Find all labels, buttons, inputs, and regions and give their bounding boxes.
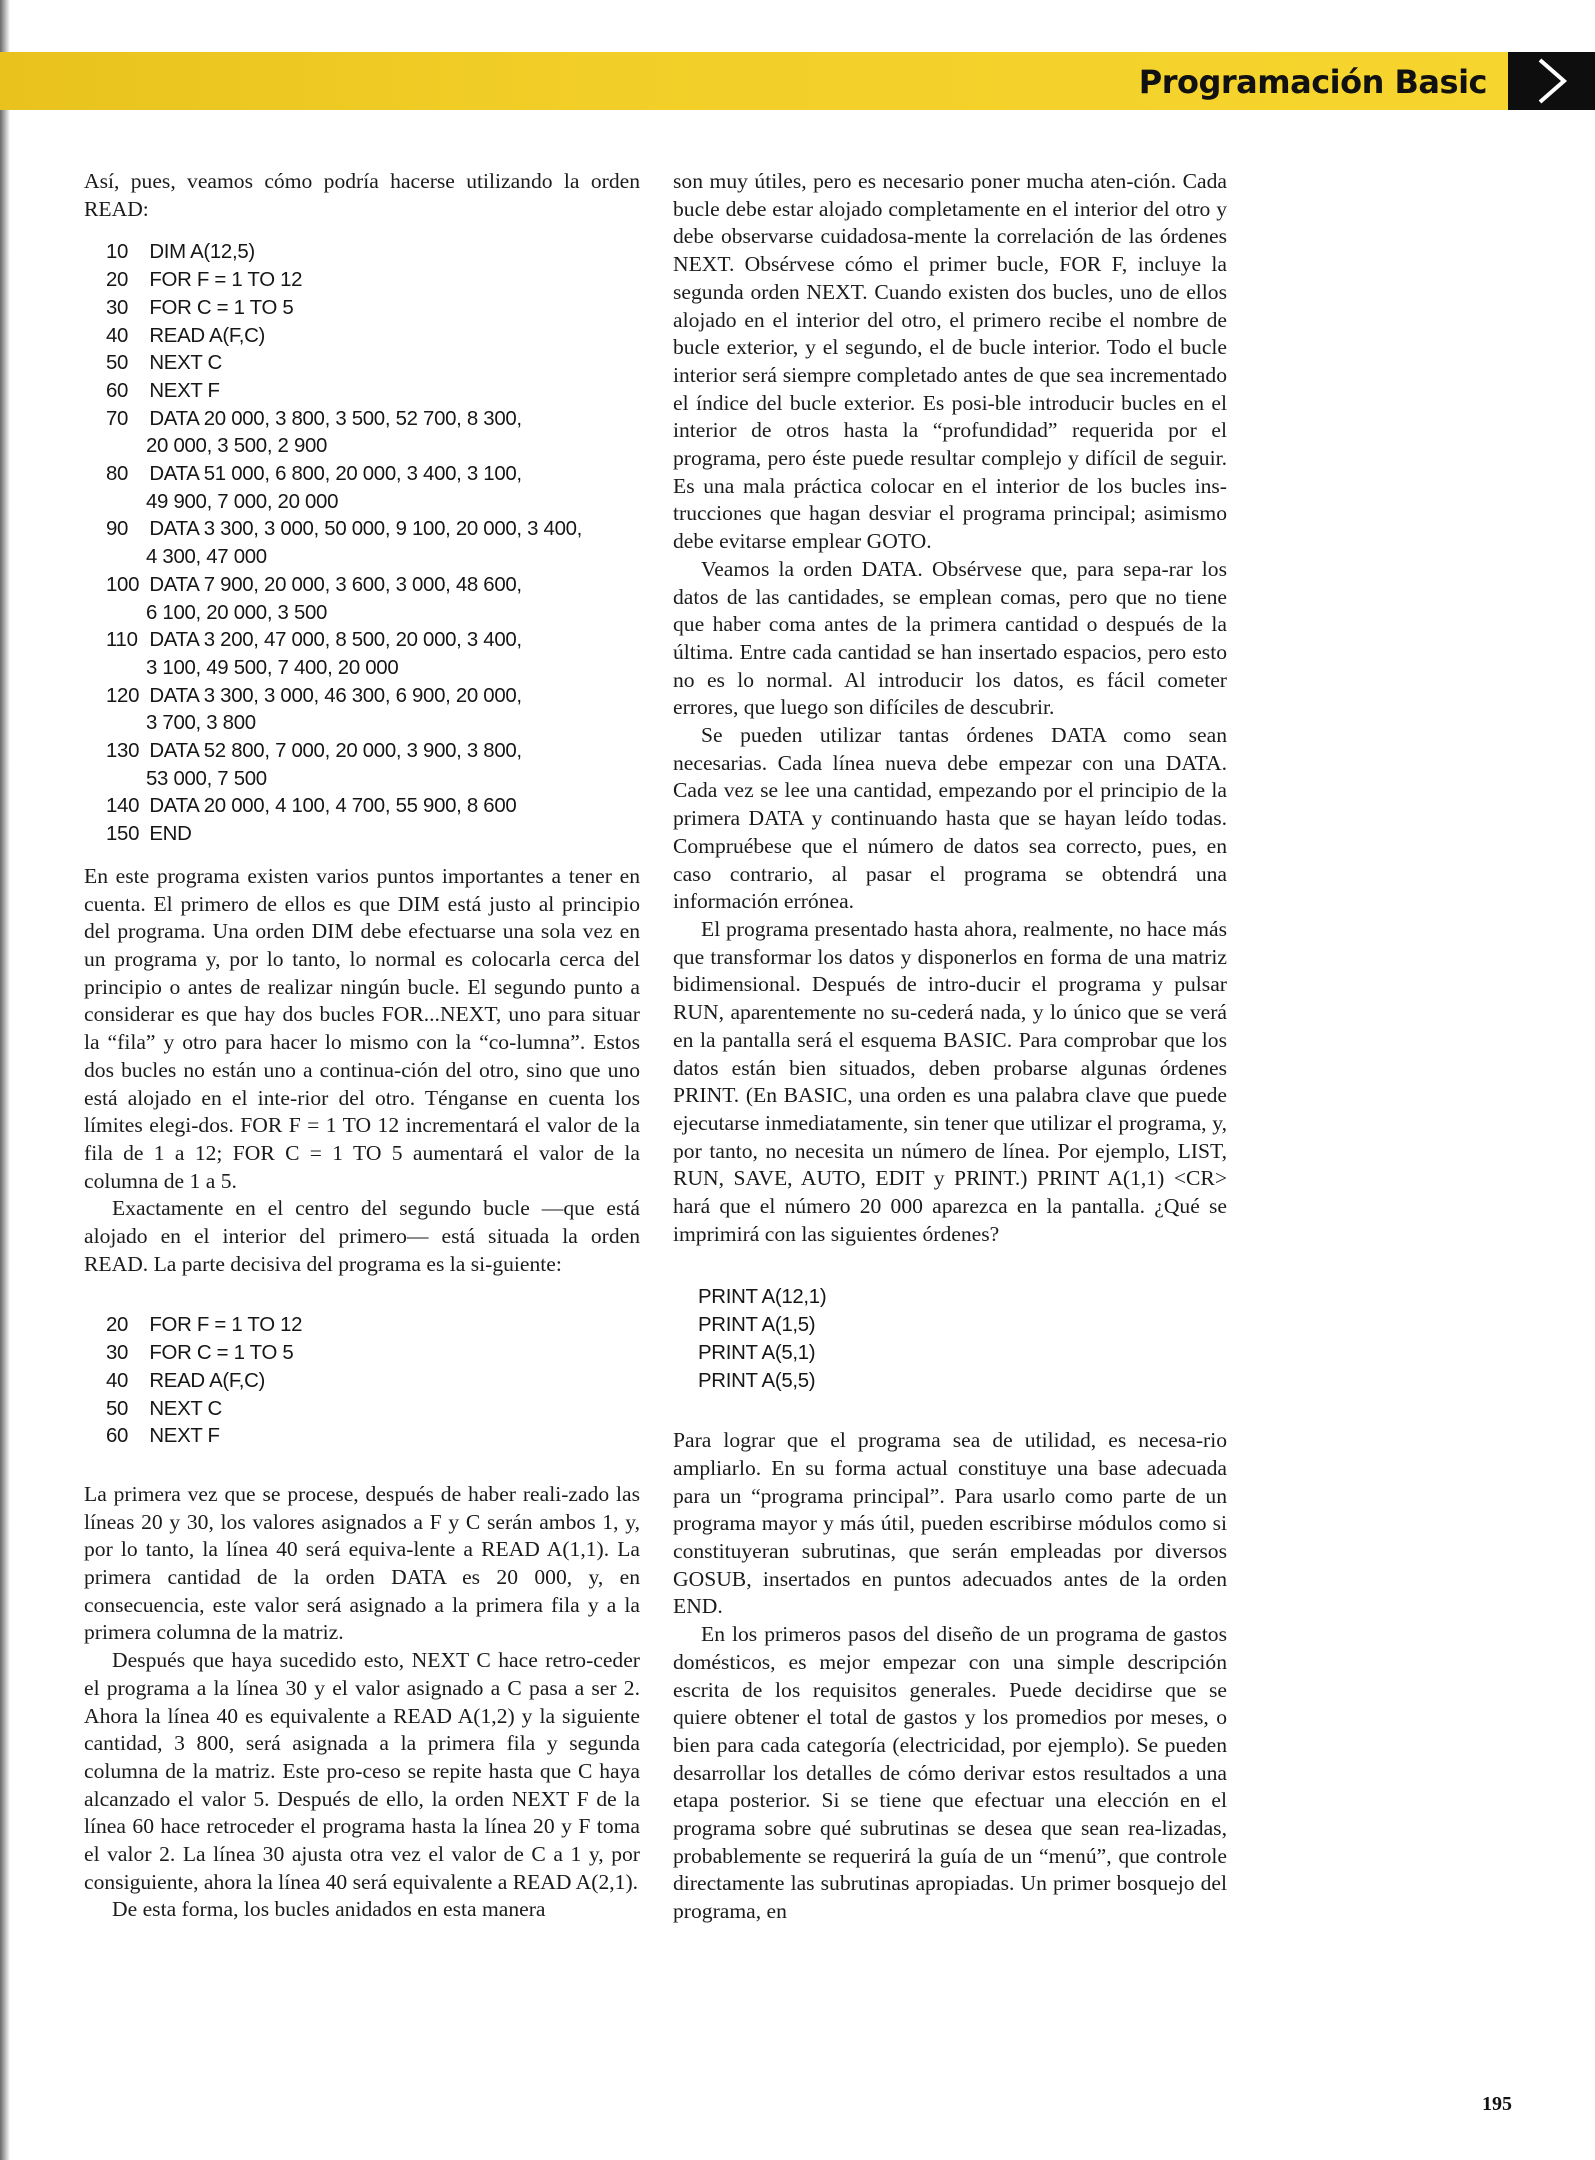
section-title: Programación Basic bbox=[1138, 63, 1487, 101]
code-line bbox=[106, 572, 640, 600]
code-text: DATA 51 000, 6 800, 20 000, 3 400, 3 100, bbox=[149, 463, 522, 486]
line-number: 40 bbox=[106, 324, 129, 347]
code-line bbox=[106, 627, 640, 655]
print-command: PRINT A(5,1) bbox=[698, 1341, 816, 1364]
code-text: END bbox=[149, 823, 192, 846]
intro-paragraph: Así, pues, veamos cómo podría hacerse utilizando la orden READ: bbox=[84, 169, 640, 221]
code-line bbox=[106, 461, 640, 489]
code-line bbox=[106, 683, 640, 711]
code-text: DATA 3 300, 3 000, 46 300, 6 900, 20 000, bbox=[149, 684, 522, 707]
line-number: 90 bbox=[106, 518, 129, 541]
nested-loop-listing bbox=[106, 1312, 640, 1451]
code-text: FOR C = 1 TO 5 bbox=[149, 1342, 294, 1365]
paragraph: De esta forma, los bucles anidados en esta manera bbox=[112, 1897, 546, 1922]
paragraph: La primera vez que se procese, después de haber reali-zado las líneas 20 y 30, los valores asignados a F y C serán ambos 1, y, por lo tanto, la línea 40 será equiva-lente a READ A(1,1). La primera cantidad de la orden DATA es 20 000, y, en consecuencia, este valor será asignado a la primera fila y a la primera columna de la matriz. bbox=[84, 1481, 640, 1645]
code-line bbox=[106, 1312, 640, 1340]
paragraph: En los primeros pasos del diseño de un programa de gastos domésticos, es mejor empezar con una simple descripción escrita de los requisitos generales. Puede decidirse que se quiere obtener el total de gastos y los promedios por meses, o bien para cada categoría (electricidad, por ejemplo). Se pueden desarrollar los detalles de cómo derivar estos resultados a una etapa posterior. Si se tiene que efectuar una elección en el programa sobre qué subrutinas se desea que sean rea-lizadas, probablemente se requerirá la guía de un “menú”, que controle directamente las subrutinas apropiadas. Un primer bosquejo del programa, en bbox=[673, 1622, 1227, 1924]
paragraph: En este programa existen varios puntos importantes a tener en cuenta. El primero de ellos es que DIM está justo al principio del programa. Una orden DIM debe efectuarse una sola vez en un programa y, por lo tanto, lo normal es colocarla cerca del principio o antes de realizar ningún bucle. El segundo punto a considerar es que hay dos bucles FOR...NEXT, uno para situar la “fila” y otro para hacer lo mismo con la “co-lumna”. Estos dos bucles no están uno a continua-ción del otro, sino que uno está alojado en el inte-rior del otro. Ténganse en cuenta los límites elegi-dos. FOR F = 1 TO 12 incrementará el valor de la fila de 1 a 12; FOR C = 1 TO 5 aumentará el valor de la columna de 1 a 5. bbox=[84, 863, 640, 1193]
print-commands-listing bbox=[698, 1284, 1227, 1395]
line-number: 20 bbox=[106, 1314, 129, 1337]
code-line bbox=[106, 516, 640, 544]
code-continuation: 53 000, 7 500 bbox=[146, 767, 267, 790]
paragraph: Veamos la orden DATA. Obsérvese que, para sepa-rar los datos de las cantidades, se emplean comas, pero que no tiene que haber coma antes de la primera cantidad o después de la última. Entre cada cantidad se han insertado espacios, pero esto no es lo normal. Al introducir los datos, es fácil cometer errores, que luego son difíciles de descubrir. bbox=[673, 556, 1227, 720]
print-command: PRINT A(5,5) bbox=[698, 1369, 816, 1392]
line-number: 30 bbox=[106, 296, 129, 319]
paragraph: El programa presentado hasta ahora, realmente, no hace más que transformar los datos y disponerlos en forma de una matriz bidimensional. Después de intro-ducir el programa y pulsar RUN, aparentemente no su-cederá nada, y lo único que se verá en la pantalla será el esquema BASIC. Para comprobar que los datos están bien situados, deben probarse algunas órdenes PRINT. (En BASIC, una orden es una palabra clave que puede ejecutarse inmediatamente, sin tener que utilizar el programa, y, por tanto, no necesita un número de línea. Por ejemplo, LIST, RUN, SAVE, AUTO, EDIT y PRINT.) PRINT A(1,1) <CR> hará que el número 20 000 aparezca en la pantalla. ¿Qué se imprimirá con las siguientes órdenes? bbox=[673, 916, 1227, 1246]
chevron-right-icon bbox=[1532, 56, 1572, 106]
code-continuation: 3 100, 49 500, 7 400, 20 000 bbox=[146, 656, 399, 679]
paragraph: son muy útiles, pero es necesario poner mucha aten-ción. Cada bucle debe estar alojado completamente en el interior del otro y debe observarse cuidadosa-mente la correlación de las órdenes NEXT. Obsérvese cómo el primer bucle, FOR F, incluye la segunda orden NEXT. Cuando existen dos bucles, uno de ellos alojado en el interior del otro, el primero recibe el nombre de bucle exterior, y el segundo, el de bucle interior. Todo el bucle interior será siempre completado antes de que sea incrementado el índice del bucle exterior. Es posi-ble introducir bucles en el interior de otros hasta la “profundidad” requerida por el programa, pero éste puede resultar complejo y difícil de seguir. Es una mala práctica colocar en el interior de los bucles ins-trucciones que hagan desviar el programa principal; asimismo debe evitarse emplear GOTO. bbox=[673, 169, 1227, 554]
code-line bbox=[106, 323, 640, 351]
code-text: DATA 20 000, 4 100, 4 700, 55 900, 8 600 bbox=[149, 795, 517, 818]
print-command: PRINT A(12,1) bbox=[698, 1286, 827, 1309]
code-line bbox=[106, 1340, 640, 1368]
code-continuation: 20 000, 3 500, 2 900 bbox=[146, 435, 328, 458]
code-text: READ A(F,C) bbox=[149, 1369, 266, 1392]
line-number: 30 bbox=[106, 1342, 129, 1365]
code-text: DATA 7 900, 20 000, 3 600, 3 000, 48 600, bbox=[149, 573, 522, 596]
code-text: NEXT F bbox=[149, 379, 220, 402]
line-number: 20 bbox=[106, 269, 129, 292]
line-number: 150 bbox=[106, 823, 140, 846]
print-command: PRINT A(1,5) bbox=[698, 1314, 816, 1337]
code-line bbox=[106, 295, 640, 323]
page-number: 195 bbox=[1482, 2093, 1512, 2115]
code-text: FOR C = 1 TO 5 bbox=[149, 296, 294, 319]
code-line bbox=[106, 821, 640, 849]
code-line bbox=[106, 406, 640, 434]
code-text: DATA 20 000, 3 800, 3 500, 52 700, 8 300, bbox=[149, 407, 522, 430]
line-number: 50 bbox=[106, 1397, 129, 1420]
line-number: 100 bbox=[106, 573, 140, 596]
code-text: DATA 3 300, 3 000, 50 000, 9 100, 20 000, 3 400, bbox=[149, 518, 583, 541]
left-column bbox=[84, 168, 640, 1924]
code-text: NEXT F bbox=[149, 1425, 220, 1448]
next-page-arrow[interactable] bbox=[1508, 52, 1595, 110]
line-number: 80 bbox=[106, 463, 129, 486]
paragraph: Se pueden utilizar tantas órdenes DATA como sean necesarias. Cada línea nueva debe empezar con una DATA. Cada vez se lee una cantidad, empezando por el principio de la primera DATA y continuando hasta que se hayan leído todas. Compruébese que el número de datos sea correcto, pues, en caso contrario, al pasar el programa se obtendrá una información errónea. bbox=[673, 723, 1227, 914]
code-line bbox=[106, 1368, 640, 1396]
line-number: 50 bbox=[106, 352, 129, 375]
paragraph: Para lograr que el programa sea de utilidad, es necesa-rio ampliarlo. En su forma actual constituye una base adecuada para un “programa principal”. Para usarlo como parte de un programa mayor y más útil, pueden escribirse módulos como si constituyeran subrutinas, que serán empleadas por diversos GOSUB, insertados en puntos adecuados antes de la orden END. bbox=[673, 1428, 1227, 1619]
code-line bbox=[106, 738, 640, 766]
line-number: 40 bbox=[106, 1369, 129, 1392]
paragraph: Exactamente en el centro del segundo bucle —que está alojado en el interior del primero— está situada la orden READ. La parte decisiva del programa es la si-guiente: bbox=[84, 1196, 640, 1276]
code-text: NEXT C bbox=[149, 352, 222, 375]
line-number: 130 bbox=[106, 740, 140, 763]
code-line bbox=[106, 1396, 640, 1424]
code-continuation: 3 700, 3 800 bbox=[146, 712, 256, 735]
code-text: NEXT C bbox=[149, 1397, 222, 1420]
code-line bbox=[106, 350, 640, 378]
code-continuation: 6 100, 20 000, 3 500 bbox=[146, 601, 328, 624]
code-text: FOR F = 1 TO 12 bbox=[149, 1314, 303, 1337]
line-number: 60 bbox=[106, 1425, 129, 1448]
line-number: 70 bbox=[106, 407, 129, 430]
code-line bbox=[106, 239, 640, 267]
right-column bbox=[673, 168, 1227, 1926]
line-number: 10 bbox=[106, 241, 129, 264]
line-number: 140 bbox=[106, 795, 140, 818]
code-text: READ A(F,C) bbox=[149, 324, 266, 347]
code-text: FOR F = 1 TO 12 bbox=[149, 269, 303, 292]
line-number: 110 bbox=[106, 629, 138, 652]
code-continuation: 4 300, 47 000 bbox=[146, 546, 267, 569]
line-number: 120 bbox=[106, 684, 140, 707]
code-text: DATA 52 800, 7 000, 20 000, 3 900, 3 800, bbox=[149, 740, 522, 763]
code-text: DATA 3 200, 47 000, 8 500, 20 000, 3 400, bbox=[149, 629, 522, 652]
paragraph: Después que haya sucedido esto, NEXT C hace retro-ceder el programa a la línea 30 y el valor asignado a C pasa a ser 2. Ahora la línea 40 es equivalente a READ A(1,2) y la siguiente cantidad, 3 800, será asignada a la primera fila y segunda columna de la matriz. Este pro-ceso se repite hasta que C haya alcanzado el valor 5. Después de ello, la orden NEXT F de la línea 60 hace retroceder el programa hasta la línea 20 y F toma el valor 2. La línea 30 ajusta otra vez el valor de C a 1 y, por consiguiente, ahora la línea 40 será equivalente a READ A(2,1). bbox=[84, 1648, 640, 1894]
basic-program-listing bbox=[106, 239, 640, 848]
page-edge-shadow bbox=[0, 0, 10, 2160]
code-line bbox=[106, 793, 640, 821]
code-text: DIM A(12,5) bbox=[149, 241, 255, 264]
code-line bbox=[106, 378, 640, 406]
code-continuation: 49 900, 7 000, 20 000 bbox=[146, 490, 339, 513]
line-number: 60 bbox=[106, 379, 129, 402]
code-line bbox=[106, 1423, 640, 1451]
code-line bbox=[106, 267, 640, 295]
